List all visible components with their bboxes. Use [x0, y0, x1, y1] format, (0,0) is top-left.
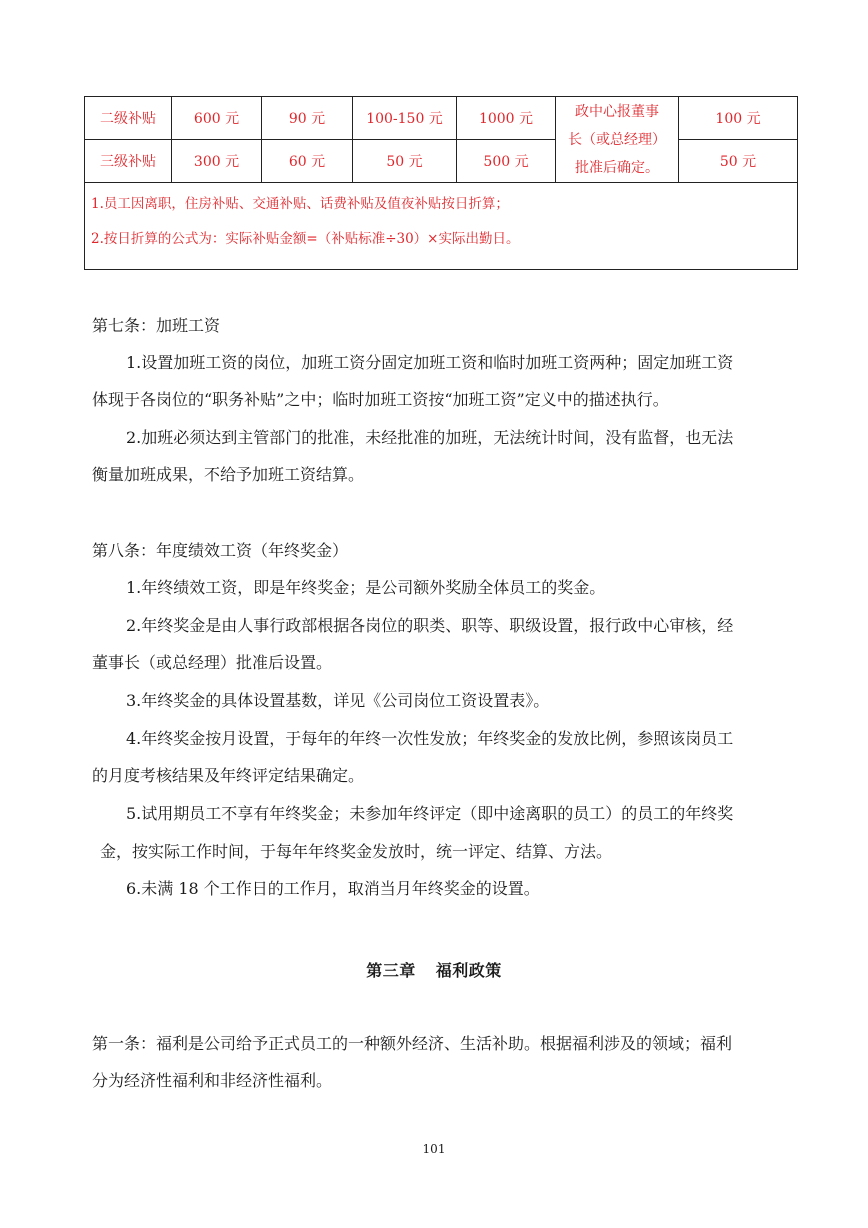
approval-line: 批准后确定。 — [575, 159, 659, 176]
page-number: 101 — [422, 1142, 446, 1156]
notes-cell — [85, 183, 798, 270]
level-cell: 二级补贴 — [85, 97, 172, 140]
chapter-name: 福利政策 — [435, 961, 502, 980]
night-duty-cell: 1000 元 — [457, 97, 556, 140]
paragraph: 4.年终奖金按月设置，于每年的年终一次性发放；年终奖金的发放比例，参照该岗员工 — [126, 729, 734, 748]
housing-cell: 600 元 — [172, 97, 262, 140]
approval-line: 长（或总经理） — [568, 131, 666, 148]
chapter-number: 第三章 — [366, 961, 416, 980]
paragraph: 2.年终奖金是由人事行政部根据各岗位的职类、职等、职级设置，报行政中心审核，经 — [126, 616, 734, 635]
level-cell: 三级补贴 — [85, 140, 172, 183]
table-row — [85, 97, 798, 140]
other-cell: 50 元 — [679, 140, 798, 183]
article7-heading: 第七条：加班工资 — [92, 316, 221, 335]
paragraph: 5.试用期员工不享有年终奖金；未参加年终评定（即中途离职的员工）的员工的年终奖 — [126, 804, 734, 823]
phone-cell: 100-150 元 — [353, 97, 457, 140]
paragraph: 1.年终绩效工资，即是年终奖金；是公司额外奖励全体员工的奖金。 — [126, 578, 606, 597]
article8-heading: 第八条：年度绩效工资（年终奖金） — [92, 541, 349, 560]
transport-cell: 60 元 — [262, 140, 353, 183]
note-line: 2.按日折算的公式为：实际补贴金额=（补贴标准÷30）×实际出勤日。 — [91, 231, 520, 247]
phone-cell: 50 元 — [353, 140, 457, 183]
transport-cell: 90 元 — [262, 97, 353, 140]
paragraph: 金，按实际工作时间，于每年年终奖金发放时，统一评定、结算、方法。 — [100, 842, 613, 861]
other-cell: 100 元 — [679, 97, 798, 140]
subsidy-table — [84, 96, 798, 270]
housing-cell: 300 元 — [172, 140, 262, 183]
night-duty-cell: 500 元 — [457, 140, 556, 183]
paragraph: 的月度考核结果及年终评定结果确定。 — [92, 766, 365, 785]
paragraph: 1.设置加班工资的岗位，加班工资分固定加班工资和临时加班工资两种；固定加班工资 — [126, 353, 734, 372]
paragraph: 分为经济性福利和非经济性福利。 — [92, 1071, 333, 1090]
paragraph: 董事长（或总经理）批准后设置。 — [92, 653, 333, 672]
paragraph: 衡量加班成果，不给予加班工资结算。 — [92, 465, 365, 484]
paragraph: 6.未满 18 个工作日的工作月，取消当月年终奖金的设置。 — [126, 879, 540, 898]
approval-cell — [556, 97, 679, 183]
table-row — [85, 140, 798, 183]
table-notes-row — [85, 183, 798, 270]
paragraph: 3.年终奖金的具体设置基数，详见《公司岗位工资设置表》。 — [126, 691, 550, 710]
paragraph: 体现于各岗位的“职务补贴”之中；临时加班工资按“加班工资”定义中的描述执行。 — [92, 390, 669, 409]
paragraph: 2.加班必须达到主管部门的批准，未经批准的加班，无法统计时间，没有监督，也无法 — [126, 428, 734, 447]
paragraph: 第一条：福利是公司给予正式员工的一种额外经济、生活补助。根据福利涉及的领域；福利 — [92, 1034, 733, 1053]
chapter-title — [0, 958, 868, 981]
note-line: 1.员工因离职，住房补贴、交通补贴、话费补贴及值夜补贴按日折算； — [91, 196, 509, 212]
approval-line: 政中心报董事 — [575, 103, 659, 120]
